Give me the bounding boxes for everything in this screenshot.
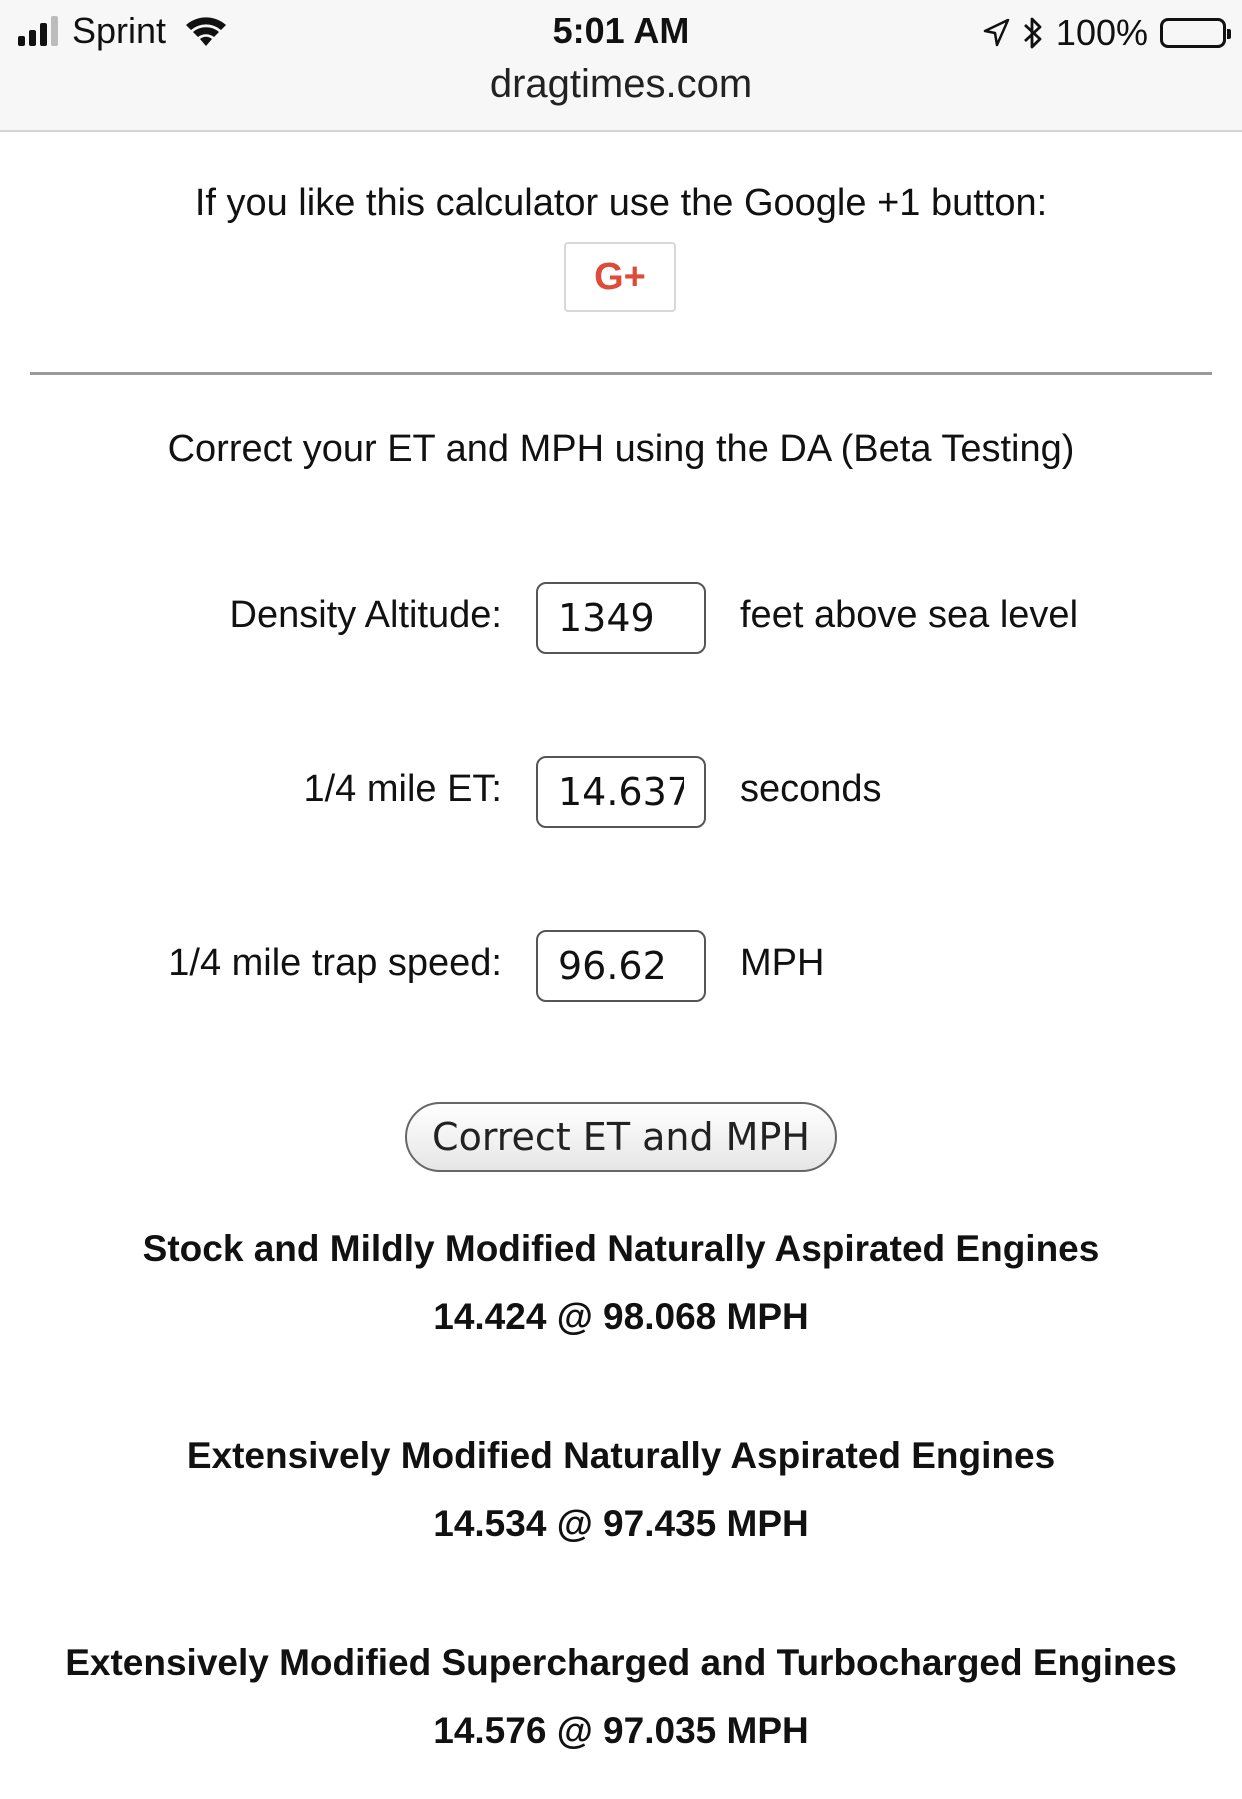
section-title: Correct your ET and MPH using the DA (Beta Testing)	[167, 428, 1075, 470]
status-right	[982, 12, 1226, 54]
density-altitude-row	[0, 582, 1242, 656]
result-value: 14.534 @ 97.435 MPH	[433, 1503, 809, 1544]
density-altitude-input[interactable]	[536, 582, 706, 654]
correct-et-mph-button[interactable]: Correct ET and MPH	[405, 1102, 837, 1172]
status-time: 5:01 AM	[552, 10, 690, 51]
et-input[interactable]	[536, 756, 706, 828]
bluetooth-icon	[1022, 15, 1044, 51]
battery-percent: 100%	[1055, 12, 1148, 53]
divider	[30, 372, 1212, 375]
result-title: Extensively Modified Supercharged and Turbocharged Engines	[65, 1642, 1177, 1683]
location-arrow-icon	[982, 17, 1010, 49]
density-altitude-unit: feet above sea level	[740, 594, 1079, 636]
trap-speed-unit: MPH	[740, 942, 825, 984]
carrier-name: Sprint	[72, 10, 167, 51]
result-title: Stock and Mildly Modified Naturally Aspirated Engines	[142, 1228, 1100, 1269]
result-value: 14.576 @ 97.035 MPH	[433, 1710, 809, 1751]
trap-speed-row	[0, 930, 1242, 1004]
et-unit: seconds	[740, 768, 882, 810]
address-url[interactable]: dragtimes.com	[489, 62, 753, 106]
result-title: Extensively Modified Naturally Aspirated Engines	[186, 1435, 1056, 1476]
result-value: 14.424 @ 98.068 MPH	[433, 1296, 809, 1337]
et-label: 1/4 mile ET:	[303, 768, 502, 810]
density-altitude-label: Density Altitude:	[229, 594, 502, 636]
promo-text: If you like this calculator use the Google +1 button:	[194, 182, 1048, 224]
trap-speed-label: 1/4 mile trap speed:	[168, 942, 502, 984]
et-row	[0, 756, 1242, 830]
battery-icon	[1160, 18, 1226, 48]
trap-speed-input[interactable]	[536, 930, 706, 1002]
status-bar	[0, 0, 1242, 132]
google-plus-button[interactable]: G+	[564, 242, 676, 312]
